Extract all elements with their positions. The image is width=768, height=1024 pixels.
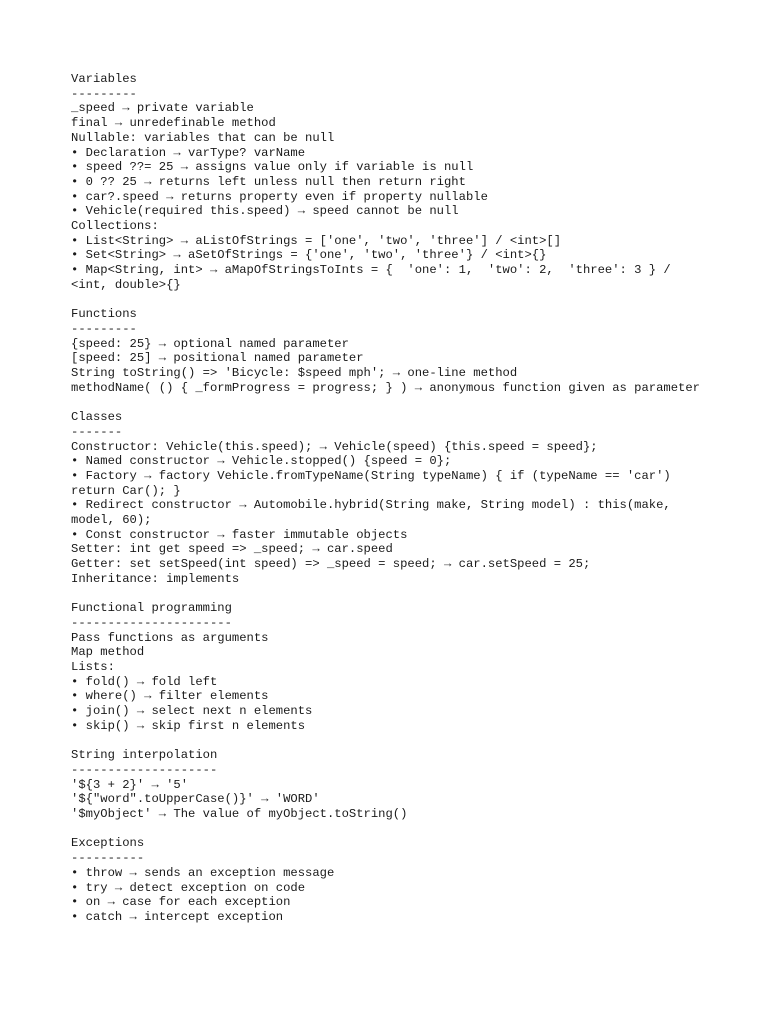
text-line: '$myObject' → The value of myObject.toString() — [71, 807, 408, 822]
text-line: methodName( () { _formProgress = progress; } ) → anonymous function given as parameter — [71, 380, 700, 395]
section-title: Exceptions — [71, 836, 145, 851]
section-rule: -------------------- — [71, 762, 218, 777]
text-line: Collections: — [71, 219, 159, 234]
section-functional-programming — [71, 601, 711, 733]
text-line: • Named constructor → Vehicle.stopped() {speed = 0}; — [71, 454, 452, 469]
text-line: String toString() => 'Bicycle: $speed mph'; → one-line method — [71, 366, 518, 381]
text-line: • skip() → skip first n elements — [71, 718, 306, 733]
section-title: String interpolation — [71, 748, 218, 763]
text-line: • join() → select next n elements — [71, 704, 313, 719]
text-line: • try → detect exception on code — [71, 880, 306, 895]
section-title: Functional programming — [71, 601, 232, 616]
section-classes — [71, 410, 711, 586]
text-line: Setter: int get speed => _speed; → car.speed — [71, 542, 393, 557]
section-rule: ---------- — [71, 851, 145, 866]
text-line: final → unredefinable method — [71, 116, 276, 131]
section-functions — [71, 307, 711, 395]
text-line: Lists: — [71, 660, 115, 675]
text-line: Pass functions as arguments — [71, 630, 269, 645]
text-line: • on → case for each exception — [71, 895, 291, 910]
section-variables — [71, 72, 711, 293]
text-line: • Redirect constructor → Automobile.hybrid(String make, String model) : this(make, model, 60); — [71, 498, 679, 528]
text-line: [speed: 25] → positional named parameter — [71, 351, 364, 366]
section-string-interpolation — [71, 748, 711, 822]
section-rule: ------- — [71, 424, 123, 439]
document-page — [71, 72, 711, 939]
text-line: • Declaration → varType? varName — [71, 145, 306, 160]
text-line: • Map<String, int> → aMapOfStringsToInts = { 'one': 1, 'two': 2, 'three': 3 } / <int, double>{} — [71, 263, 679, 292]
text-line: • Set<String> → aSetOfStrings = {'one', 'two', 'three'} / <int>{} — [71, 248, 547, 263]
text-line: {speed: 25} → optional named parameter — [71, 336, 349, 351]
section-rule: ---------------------- — [71, 615, 232, 630]
text-line: Constructor: Vehicle(this.speed); → Vehicle(speed) {this.speed = speed}; — [71, 439, 598, 454]
section-rule: --------- — [71, 321, 137, 336]
section-rule: --------- — [71, 86, 137, 101]
text-line: Inheritance: implements — [71, 571, 240, 586]
text-line: • speed ??= 25 → assigns value only if variable is null — [71, 160, 474, 175]
text-line: Nullable: variables that can be null — [71, 130, 335, 145]
text-line: '${"word".toUpperCase()}' → 'WORD' — [71, 792, 320, 807]
text-line: • List<String> → aListOfStrings = ['one', 'two', 'three'] / <int>[] — [71, 233, 562, 248]
section-title: Functions — [71, 307, 137, 322]
text-line: • Const constructor → faster immutable objects — [71, 527, 408, 542]
section-title: Classes — [71, 410, 123, 425]
text-line: • Factory → factory Vehicle.fromTypeName(String typeName) { if (typeName == 'car') return Car(); } — [71, 468, 679, 498]
text-line: • where() → filter elements — [71, 689, 269, 704]
text-line: • car?.speed → returns property even if property nullable — [71, 189, 488, 204]
text-line: • catch → intercept exception — [71, 910, 284, 924]
text-line: '${3 + 2}' → '5' — [71, 777, 189, 792]
text-line: Map method — [71, 645, 145, 660]
section-title: Variables — [71, 72, 137, 86]
text-line: Getter: set setSpeed(int speed) => _speed = speed; → car.setSpeed = 25; — [71, 557, 591, 572]
text-line: • 0 ?? 25 → returns left unless null then return right — [71, 174, 466, 189]
text-line: • throw → sends an exception message — [71, 865, 335, 880]
text-line: • Vehicle(required this.speed) → speed cannot be null — [71, 204, 459, 219]
text-line: _speed → private variable — [71, 101, 254, 116]
text-line: • fold() → fold left — [71, 674, 218, 689]
section-exceptions — [71, 836, 711, 924]
